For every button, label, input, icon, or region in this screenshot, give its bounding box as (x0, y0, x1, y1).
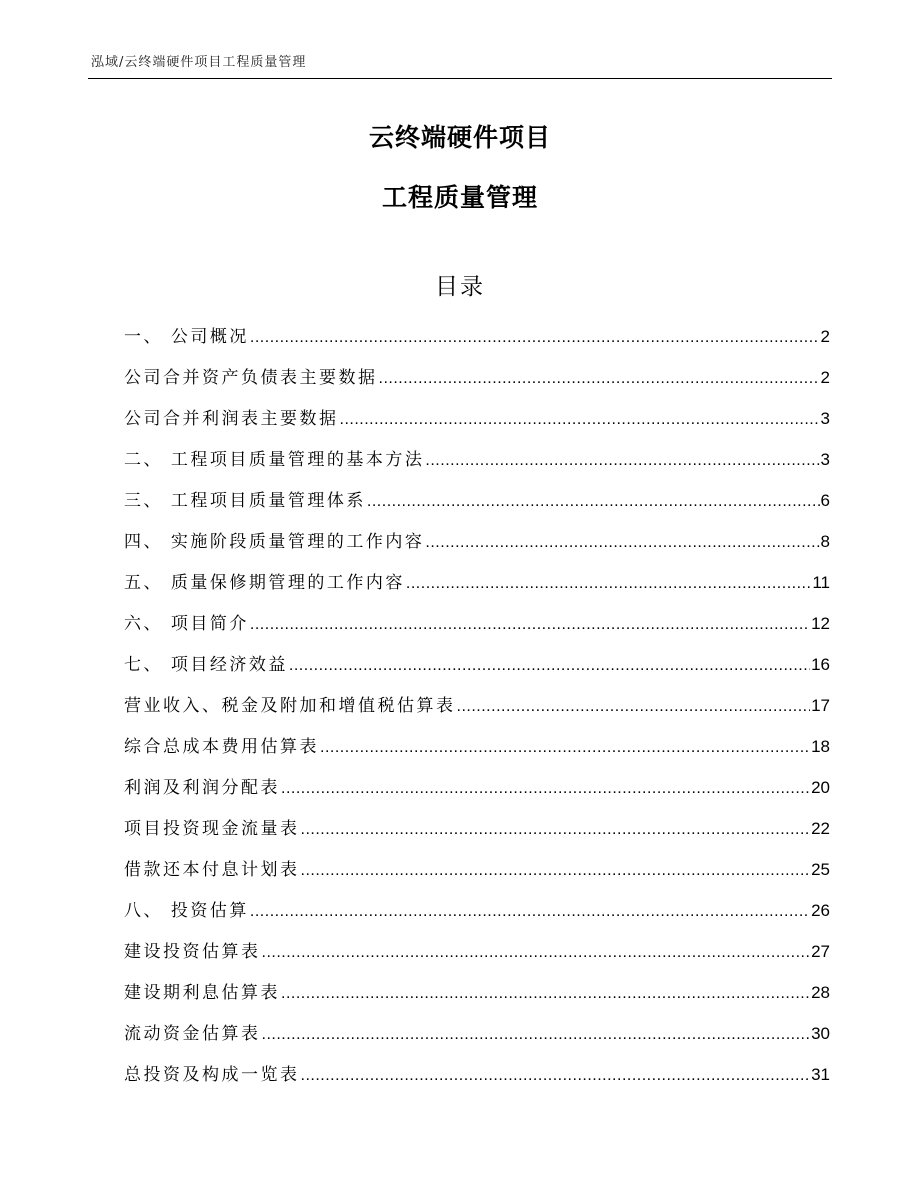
toc-entry-page: 2 (820, 327, 830, 346)
toc-entry-label: 四、 实施阶段质量管理的工作内容 (124, 532, 425, 552)
toc-entry[interactable] (124, 323, 830, 364)
toc-entry[interactable] (124, 610, 830, 651)
toc-entry[interactable] (124, 733, 830, 774)
toc-entry[interactable] (124, 897, 830, 938)
toc-entry-label: 公司合并利润表主要数据 (124, 409, 339, 429)
toc-entry-label: 三、 工程项目质量管理体系 (124, 491, 366, 511)
toc-entry-label: 一、 公司概况 (124, 327, 249, 347)
toc-entry-label: 七、 项目经济效益 (124, 655, 288, 675)
toc-entry-label: 借款还本付息计划表 (124, 860, 300, 880)
header-rule (88, 78, 832, 79)
toc-entry-label: 项目投资现金流量表 (124, 819, 300, 839)
running-header: 泓域/云终端硬件项目工程质量管理 (91, 55, 307, 70)
toc-entry-label: 营业收入、税金及附加和增值税估算表 (124, 696, 456, 716)
toc-entry-page: 3 (820, 450, 830, 469)
toc-entry[interactable] (124, 1061, 830, 1102)
toc-dot-leader (406, 570, 811, 598)
toc-entry-label: 综合总成本费用估算表 (124, 737, 319, 757)
toc-dot-leader (425, 529, 819, 557)
toc-entry-page: 28 (811, 983, 830, 1002)
toc-dot-leader (289, 652, 810, 680)
toc-dot-leader (262, 1021, 811, 1049)
toc-entry-page: 3 (820, 409, 830, 428)
toc-entry-page: 27 (811, 942, 830, 961)
toc-entry-page: 12 (811, 614, 830, 633)
toc-entry-label: 公司合并资产负债表主要数据 (124, 368, 378, 388)
document-title-line-1: 云终端硬件项目 (368, 123, 551, 152)
toc-entry-page: 18 (811, 737, 830, 756)
toc-entry-page: 2 (820, 368, 830, 387)
toc-dot-leader (250, 324, 820, 352)
toc-dot-leader (250, 898, 810, 926)
toc-dot-leader (457, 693, 811, 721)
toc-entry-label: 五、 质量保修期管理的工作内容 (124, 573, 405, 593)
toc-entry-page: 31 (811, 1065, 830, 1084)
toc-dot-leader (262, 939, 811, 967)
toc-entry[interactable] (124, 815, 830, 856)
toc-dot-leader (281, 775, 810, 803)
toc-entry-page: 26 (811, 901, 830, 920)
toc-dot-leader (367, 488, 820, 516)
toc-heading: 目录 (435, 274, 485, 300)
toc-entry-label: 建设投资估算表 (124, 942, 261, 962)
toc-entry-page: 22 (811, 819, 830, 838)
toc-dot-leader (250, 611, 810, 639)
toc-dot-leader (340, 406, 820, 434)
toc-entry[interactable] (124, 979, 830, 1020)
toc-entry[interactable] (124, 405, 830, 446)
toc-entry-label: 二、 工程项目质量管理的基本方法 (124, 450, 425, 470)
toc-entry-label: 建设期利息估算表 (124, 983, 280, 1003)
toc-entry-page: 25 (811, 860, 830, 879)
toc-entry[interactable] (124, 774, 830, 815)
toc-entry[interactable] (124, 446, 830, 487)
toc-entry[interactable] (124, 528, 830, 569)
toc-entry[interactable] (124, 569, 830, 610)
toc-entry-page: 11 (812, 573, 830, 592)
toc-entry[interactable] (124, 1020, 830, 1061)
toc-entry-page: 20 (811, 778, 830, 797)
toc-dot-leader (379, 365, 820, 393)
toc-entry[interactable] (124, 692, 830, 733)
toc-entry-page: 6 (820, 491, 830, 510)
toc-entry-page: 30 (811, 1024, 830, 1043)
toc-entry-page: 17 (811, 696, 830, 715)
toc-entry[interactable] (124, 364, 830, 405)
toc-entry-page: 8 (820, 532, 830, 551)
toc-dot-leader (320, 734, 810, 762)
toc-dot-leader (425, 447, 819, 475)
toc-dot-leader (301, 1062, 811, 1090)
toc-entry[interactable] (124, 938, 830, 979)
toc-entry-label: 八、 投资估算 (124, 901, 249, 921)
toc-dot-leader (281, 980, 810, 1008)
toc-entry[interactable] (124, 856, 830, 897)
toc-entry[interactable] (124, 651, 830, 692)
toc-entry-label: 总投资及构成一览表 (124, 1065, 300, 1085)
toc-dot-leader (301, 857, 811, 885)
toc-entry-label: 流动资金估算表 (124, 1024, 261, 1044)
toc-dot-leader (301, 816, 811, 844)
toc-entry-page: 16 (811, 655, 830, 674)
toc-entry-label: 六、 项目简介 (124, 614, 249, 634)
document-title-line-2: 工程质量管理 (381, 183, 538, 212)
toc-entry-label: 利润及利润分配表 (124, 778, 280, 798)
table-of-contents (124, 323, 830, 1102)
toc-entry[interactable] (124, 487, 830, 528)
